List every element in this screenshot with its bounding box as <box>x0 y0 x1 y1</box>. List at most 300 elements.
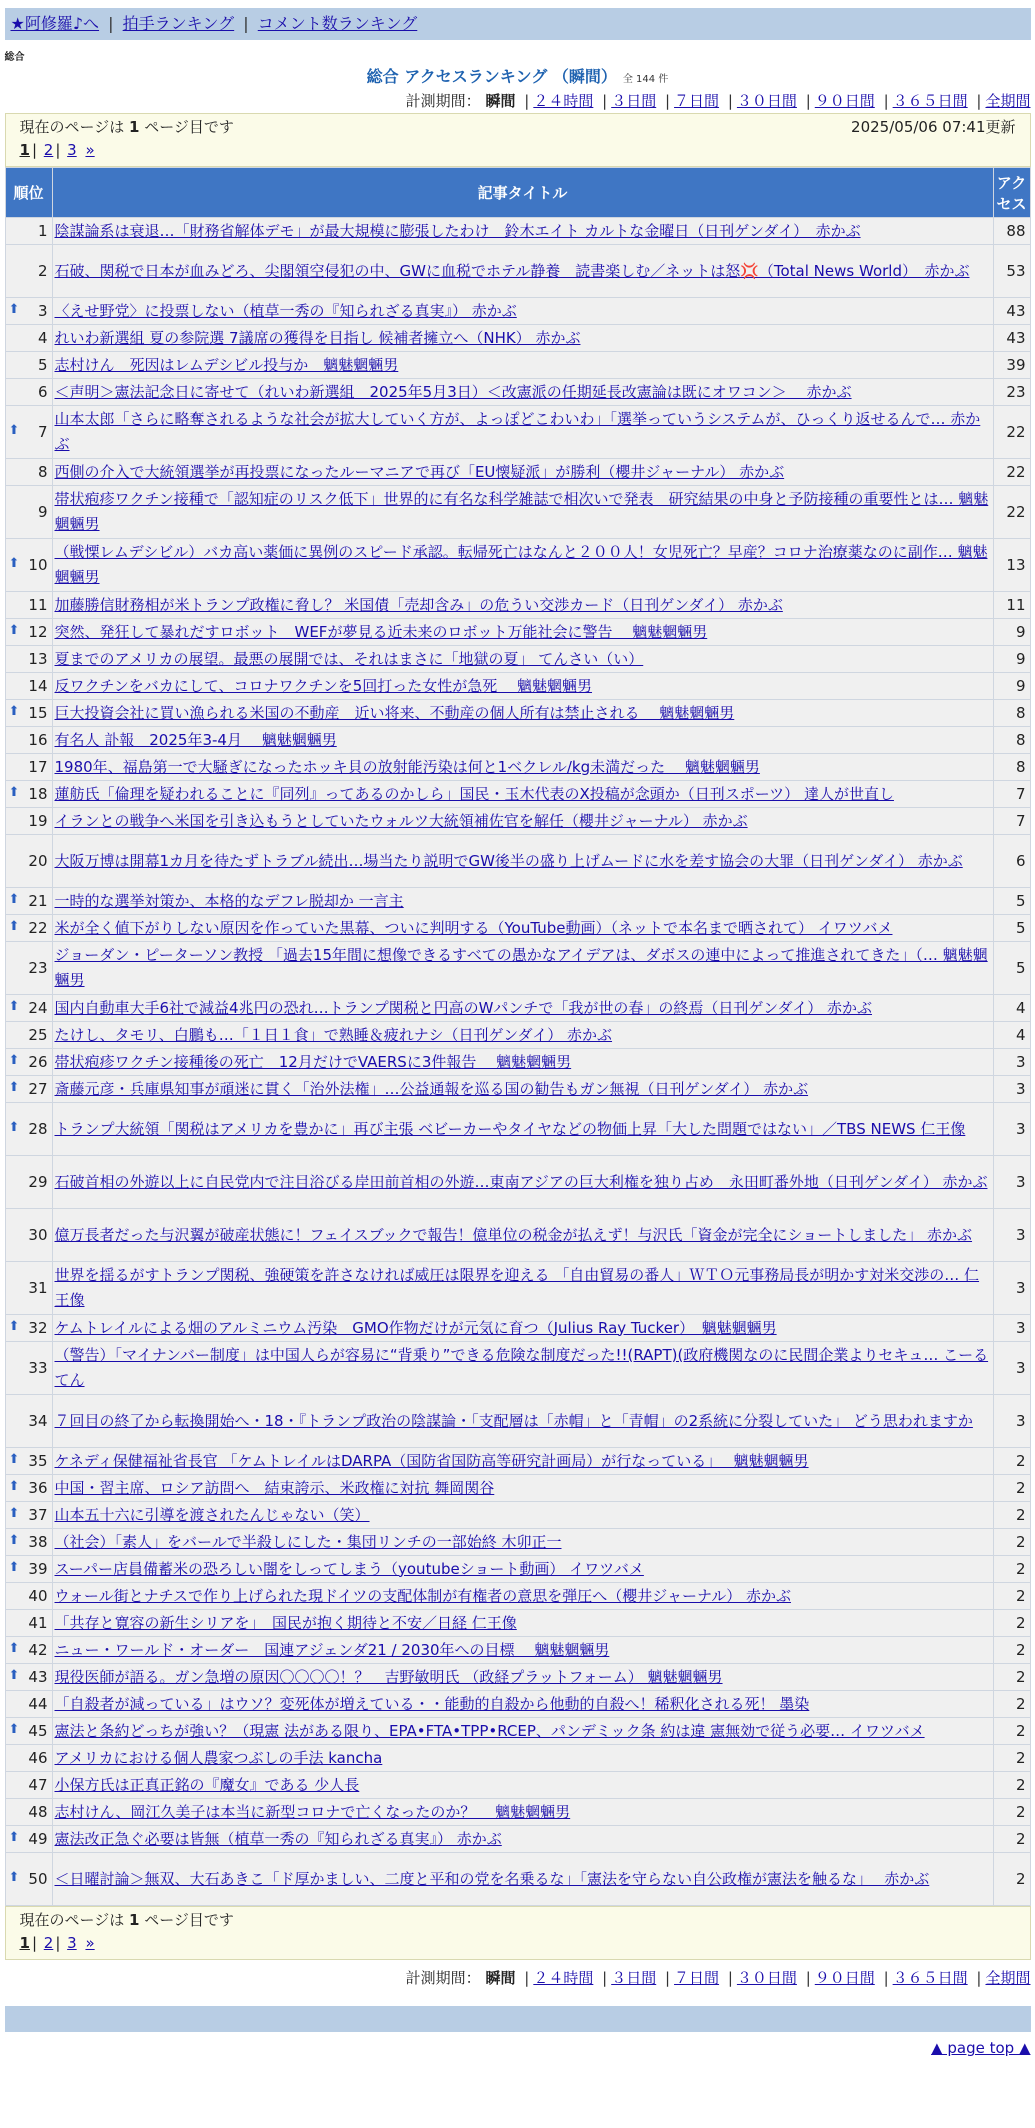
article-title-link[interactable]: スーパー店員備蓄米の恐ろしい闇をしってしまう（youtubeショート動画） イワツバメ <box>54 1559 644 1578</box>
nav-link-comment-ranking[interactable]: コメント数ランキング <box>257 14 418 33</box>
rank-number: 16 <box>28 731 48 749</box>
rank-cell <box>5 1718 52 1745</box>
rank-cell <box>5 1610 52 1637</box>
article-title-link[interactable]: 石破首相の外遊以上に自民党内で注目浴びる岸田前首相の外遊…東南アジアの巨大利権を独り占め 永田町番外地（日刊ゲンダイ） 赤かぶ <box>54 1172 988 1191</box>
title-cell <box>52 835 993 888</box>
rank-cell <box>5 1772 52 1799</box>
period-link-30d[interactable]: ３０日間 <box>736 92 797 110</box>
pager-top: 現在のページは 1 ページ目です 2025/05/06 07:41更新 1 | 2 | 3 » <box>5 113 1031 167</box>
title-cell <box>52 1799 993 1826</box>
rank-number: 36 <box>28 1479 48 1497</box>
rank-cell <box>5 1103 52 1156</box>
rank-number: 3 <box>37 302 48 320</box>
article-title-link[interactable]: （警告）「マイナンバー制度」は中国人らが容易に“背乗り”できる危険な制度だった!!(RAPT)(政府機関なのに民間企業よりセキュ… こーるてん <box>54 1346 989 1389</box>
table-row <box>5 325 1030 352</box>
rank-up-arrow-icon: ⬆ <box>8 1668 20 1683</box>
rank-cell <box>5 1156 52 1209</box>
title-cell <box>52 1209 993 1262</box>
rank-number: 28 <box>28 1120 48 1138</box>
rank-number: 41 <box>28 1614 48 1632</box>
article-title-link[interactable]: ジョーダン・ピーターソン教授 「過去15年間に想像できるすべての愚かなアイデアは、ダボスの連中によって推進されてきた」（… 魑魅魍魎男 <box>54 946 988 989</box>
rank-cell <box>5 1262 52 1315</box>
title-cell <box>52 781 993 808</box>
rank-cell <box>5 808 52 835</box>
article-title-link[interactable]: 1980年、福島第一で大騒ぎになったホッキ貝の放射能汚染は何と1ベクレル/kg未満だった 魑魅魍魎男 <box>54 757 760 776</box>
title-cell <box>52 1637 993 1664</box>
rank-number: 50 <box>28 1870 48 1888</box>
article-title-link[interactable]: ＜声明＞憲法記念日に寄せて（れいわ新選組 2025年5月3日）＜改憲派の任期延長改憲論は既にオワコン＞ 赤かぶ <box>54 382 852 401</box>
article-title-link[interactable]: 志村けん 死因はレムデシビル投与か 魑魅魍魎男 <box>54 355 399 374</box>
page-top-area <box>5 2036 1031 2060</box>
title-cell <box>52 619 993 646</box>
access-count: 9 <box>993 619 1030 646</box>
rank-number: 15 <box>28 704 48 722</box>
table-row <box>5 1529 1030 1556</box>
ranking-table <box>5 167 1031 1906</box>
rank-up-arrow-icon: ⬆ <box>8 1479 20 1494</box>
page-link-2[interactable]: 2 <box>43 141 54 159</box>
table-row <box>5 1103 1030 1156</box>
rank-up-arrow-icon: ⬆ <box>8 423 20 438</box>
period-link-24h[interactable]: ２４時間 <box>533 92 594 110</box>
title-cell <box>52 942 993 995</box>
rank-number: 44 <box>28 1695 48 1713</box>
period-label: 計測期間： <box>405 1969 481 1987</box>
rank-number: 48 <box>28 1803 48 1821</box>
access-count: 2 <box>993 1799 1030 1826</box>
title-cell <box>52 1103 993 1156</box>
access-count: 6 <box>993 835 1030 888</box>
title-cell <box>52 325 993 352</box>
rank-number: 20 <box>28 852 48 870</box>
table-row <box>5 1262 1030 1315</box>
rank-number: 33 <box>28 1359 48 1377</box>
rank-cell <box>5 1826 52 1853</box>
access-count: 4 <box>993 995 1030 1022</box>
article-title-link[interactable]: 世界を揺るがすトランプ関税、強硬策を許さなければ威圧は限界を迎える 「自由貿易の番人」ＷＴＯ元事務局長が明かす対米交渉の… 仁王像 <box>54 1266 980 1309</box>
title-cell <box>52 486 993 539</box>
page-link-3[interactable]: 3 <box>67 1934 77 1952</box>
article-title-link[interactable]: ＜日曜討論＞無双、大石あきこ「ド厚かましい、二度と平和の党を名乗るな」「憲法を守らない自公政権が憲法を触るな」 赤かぶ <box>54 1869 930 1888</box>
access-count: 2 <box>993 1475 1030 1502</box>
article-title-link[interactable]: 斎藤元彦・兵庫県知事が頑迷に貫く「治外法権」…公益通報を巡る国の勧告もガン無視（日刊ゲンダイ） 赤かぶ <box>54 1079 809 1098</box>
rank-number: 9 <box>37 503 48 521</box>
article-title-link[interactable]: ケムトレイルによる畑のアルミニウム汚染 GMO作物だけが元気に育つ（Julius Ray Tucker） 魑魅魍魎男 <box>54 1318 777 1337</box>
period-link-90d[interactable]: ９０日間 <box>814 1969 875 1987</box>
page-next-link[interactable]: » <box>85 1934 95 1952</box>
article-title-link[interactable]: 憲法と条約どっちが強い？（現憲 法がある限り、EPA•FTA•TPP•RCEP、パンデミック条 約は違 憲無効で従う必要… イワツバメ <box>54 1721 925 1740</box>
article-title-link[interactable]: ７回目の終了から転換開始へ・18・『トランプ政治の陰謀論・「支配層は「赤帽」と「青帽」の2系統に分裂していた」 どう思われますか <box>54 1411 973 1430</box>
nav-link-applause-ranking[interactable]: 拍手ランキング <box>122 14 235 33</box>
access-count: 43 <box>993 298 1030 325</box>
rank-number: 23 <box>28 959 48 977</box>
page-top-link[interactable]: ▲ page top ▲ <box>931 2039 1031 2057</box>
rank-cell <box>5 1664 52 1691</box>
table-row <box>5 1448 1030 1475</box>
article-title-link[interactable]: 〈えせ野党〉に投票しない（植草一秀の『知られざる真実』） 赤かぶ <box>54 301 517 320</box>
article-title-link[interactable]: ウォール街とナチスで作り上げられた現ドイツの支配体制が有権者の意思を弾圧へ（櫻井ジャーナル） 赤かぶ <box>54 1586 791 1605</box>
table-row <box>5 1315 1030 1342</box>
period-link-90d[interactable]: ９０日間 <box>814 92 875 110</box>
access-count: 2 <box>993 1664 1030 1691</box>
table-row <box>5 298 1030 325</box>
table-row <box>5 1691 1030 1718</box>
access-count: 53 <box>993 245 1030 298</box>
title-cell <box>52 915 993 942</box>
category-label: 総合 <box>4 52 25 63</box>
article-title-link[interactable]: 山本太郎「さらに略奪されるような社会が拡大していく方が、よっぽどこわいわ」「選挙っていうシステムが、ひっくり返せるんで… 赤かぶ <box>54 410 981 453</box>
table-row <box>5 1342 1030 1395</box>
table-row <box>5 1664 1030 1691</box>
rank-number: 21 <box>28 892 48 910</box>
rank-up-arrow-icon: ⬆ <box>8 1080 20 1095</box>
access-count: 2 <box>993 1502 1030 1529</box>
rank-number: 31 <box>28 1279 48 1297</box>
article-title-link[interactable]: ニュー・ワールド・オーダー 国連アジェンダ21 / 2030年への目標 魑魅魍魎男 <box>54 1640 610 1659</box>
article-title-link[interactable]: 憲法改正急ぐ必要は皆無（植草一秀の『知られざる真実』） 赤かぶ <box>54 1829 502 1848</box>
updated-timestamp: 2025/05/06 07:41更新 <box>851 118 1016 136</box>
article-title-link[interactable]: アメリカにおける個人農家つぶしの手法 kancha <box>54 1748 383 1767</box>
rank-cell <box>5 1475 52 1502</box>
period-link-30d[interactable]: ３０日間 <box>736 1969 797 1987</box>
period-selector-bottom: 計測期間： 瞬間 | ２４時間 | ３日間 | ７日間 | ３０日間 | ９０日間 | ３６５日間 | 全期間 <box>405 1969 1031 1987</box>
rank-number: 26 <box>28 1053 48 1071</box>
article-title-link[interactable]: 蓮舫氏「倫理を疑われることに『同列』ってあるのかしら」国民・玉木代表のX投稿が念頭か（日刊スポーツ） 達人が世直し <box>54 784 894 803</box>
period-link-3d[interactable]: ３日間 <box>611 1969 657 1987</box>
access-count: 8 <box>993 727 1030 754</box>
page-title <box>5 65 1031 89</box>
rank-cell <box>5 673 52 700</box>
article-title-link[interactable]: 帯状疱疹ワクチン接種で「認知症のリスク低下」世界的に有名な科学雑誌で相次いで発表 研究結果の中身と予防接種の重要性とは… 魑魅魍魎男 <box>54 490 989 533</box>
rank-cell <box>5 888 52 915</box>
access-count: 4 <box>993 1022 1030 1049</box>
access-count: 2 <box>993 1448 1030 1475</box>
table-row <box>5 1209 1030 1262</box>
page-link-2[interactable]: 2 <box>43 1934 54 1952</box>
rank-number: 38 <box>28 1533 48 1551</box>
table-row <box>5 1475 1030 1502</box>
article-title-link[interactable]: 一時的な選挙対策か、本格的なデフレ脱却か 一言主 <box>54 891 404 910</box>
article-title-link[interactable]: 志村けん、岡江久美子は本当に新型コロナで亡くなったのか？ 魑魅魍魎男 <box>54 1802 571 1821</box>
article-title-link[interactable]: たけし、タモリ、白鵬も…「１日１食」で熟睡＆疲れナシ（日刊ゲンダイ） 赤かぶ <box>54 1025 613 1044</box>
access-count: 22 <box>993 486 1030 539</box>
title-cell <box>52 727 993 754</box>
article-title-link[interactable]: 「共存と寛容の新生シリアを」 国民が抱く期待と不安／日経 仁王像 <box>54 1613 517 1632</box>
access-count: 3 <box>993 1103 1030 1156</box>
rank-number: 35 <box>28 1452 48 1470</box>
footer-bar <box>5 2006 1031 2032</box>
article-title-link[interactable]: ケネディ保健福祉省長官 「ケムトレイルはDARPA（国防省国防高等研究計画局）が行なっている」 魑魅魍魎男 <box>54 1451 809 1470</box>
title-cell <box>52 406 993 459</box>
rank-cell <box>5 245 52 298</box>
period-current: 瞬間 <box>485 1969 516 1987</box>
access-count: 3 <box>993 1156 1030 1209</box>
table-row <box>5 218 1030 245</box>
table-row <box>5 406 1030 459</box>
rank-up-arrow-icon: ⬆ <box>8 704 20 719</box>
title-cell <box>52 1475 993 1502</box>
rank-cell <box>5 1342 52 1395</box>
nav-link-asyura[interactable]: ★阿修羅♪へ <box>10 14 100 33</box>
access-count: 5 <box>993 915 1030 942</box>
period-label: 計測期間： <box>405 92 481 110</box>
rank-cell <box>5 1448 52 1475</box>
title-cell <box>52 1502 993 1529</box>
access-count: 2 <box>993 1556 1030 1583</box>
article-title-link[interactable]: 国内自動車大手6社で減益4兆円の恐れ…トランプ関税と円高のWパンチで「我が世の春」の終焉（日刊ゲンダイ） 赤かぶ <box>54 998 872 1017</box>
access-count: 2 <box>993 1691 1030 1718</box>
ranking-title: 総合 アクセスランキング （瞬間） <box>366 67 617 86</box>
table-row <box>5 592 1030 619</box>
article-title-link[interactable]: 「自殺者が減っている」はウソ？変死体が増えている・・能動的自殺から他動的自殺へ！稀釈化される死！ 墨染 <box>54 1694 810 1713</box>
article-title-link[interactable]: 反ワクチンをバカにして、コロナワクチンを5回打った女性が急死 魑魅魍魎男 <box>54 676 593 695</box>
rank-up-arrow-icon: ⬆ <box>8 1506 20 1521</box>
top-nav-bar <box>5 8 1031 40</box>
period-link-365d[interactable]: ３６５日間 <box>892 1969 968 1987</box>
rank-number: 40 <box>28 1587 48 1605</box>
title-cell <box>52 1156 993 1209</box>
table-row <box>5 379 1030 406</box>
table-row <box>5 808 1030 835</box>
rank-number: 13 <box>28 650 48 668</box>
article-title-link[interactable]: 夏までのアメリカの展望。最悪の展開では、それはまさに「地獄の夏」 てんさい（い） <box>54 649 644 668</box>
period-link-7d[interactable]: ７日間 <box>674 1969 720 1987</box>
title-cell <box>52 1556 993 1583</box>
rank-number: 11 <box>28 596 48 614</box>
rank-number: 47 <box>28 1776 48 1794</box>
access-count: 8 <box>993 754 1030 781</box>
access-count: 3 <box>993 1315 1030 1342</box>
rank-number: 2 <box>37 262 48 280</box>
period-link-7d[interactable]: ７日間 <box>674 92 720 110</box>
rank-number: 10 <box>28 556 48 574</box>
table-row <box>5 1395 1030 1448</box>
article-title-link[interactable]: トランプ大統領「関税はアメリカを豊かに」再び主張 ベビーカーやタイヤなどの物価上昇「大した問題ではない」／TBS NEWS 仁王像 <box>54 1119 966 1138</box>
access-count: 22 <box>993 459 1030 486</box>
article-title-link[interactable]: 中国・習主席、ロシア訪問へ 結束誇示、米政権に対抗 舞岡関谷 <box>54 1478 495 1497</box>
total-count: 全 144 件 <box>622 74 669 85</box>
rank-cell <box>5 1076 52 1103</box>
rank-number: 6 <box>37 383 48 401</box>
table-row <box>5 486 1030 539</box>
rank-up-arrow-icon: ⬆ <box>8 1120 20 1135</box>
article-title-link[interactable]: イランとの戦争へ米国を引き込もうとしていたウォルツ大統領補佐官を解任（櫻井ジャーナル） 赤かぶ <box>54 811 748 830</box>
title-cell <box>52 808 993 835</box>
rank-cell <box>5 754 52 781</box>
access-count: 2 <box>993 1718 1030 1745</box>
rank-cell <box>5 1556 52 1583</box>
table-row <box>5 619 1030 646</box>
rank-number: 5 <box>37 356 48 374</box>
article-title-link[interactable]: 加藤勝信財務相が米トランプ政権に脅し？ 米国債「売却含み」の危うい交渉カード（日刊ゲンダイ） 赤かぶ <box>54 595 783 614</box>
access-count: 2 <box>993 1637 1030 1664</box>
title-cell <box>52 1826 993 1853</box>
rank-up-arrow-icon: ⬆ <box>8 919 20 934</box>
access-count: 22 <box>993 406 1030 459</box>
article-title-link[interactable]: 西側の介入で大統領選挙が再投票になったルーマニアで再び「EU懐疑派」が勝利（櫻井ジャーナル） 赤かぶ <box>54 462 785 481</box>
table-row <box>5 673 1030 700</box>
access-count: 9 <box>993 646 1030 673</box>
access-count: 2 <box>993 1610 1030 1637</box>
title-cell <box>52 888 993 915</box>
title-cell <box>52 352 993 379</box>
rank-cell <box>5 352 52 379</box>
title-cell <box>52 459 993 486</box>
rank-up-arrow-icon: ⬆ <box>8 892 20 907</box>
article-title-link[interactable]: 陰謀論系は衰退…「財務省解体デモ」が最大規模に膨張したわけ 鈴木エイト カルトな金曜日（日刊ゲンダイ） 赤かぶ <box>54 221 861 240</box>
rank-cell <box>5 1209 52 1262</box>
rank-cell <box>5 1691 52 1718</box>
period-current: 瞬間 <box>485 92 516 110</box>
page-link-3[interactable]: 3 <box>67 141 77 159</box>
rank-cell <box>5 539 52 592</box>
table-row <box>5 727 1030 754</box>
table-row <box>5 1610 1030 1637</box>
article-title-link[interactable]: れいわ新選組 夏の参院選 7議席の獲得を目指し 候補者擁立へ（NHK） 赤かぶ <box>54 328 581 347</box>
access-count: 9 <box>993 673 1030 700</box>
title-cell <box>52 1049 993 1076</box>
rank-number: 34 <box>28 1412 48 1430</box>
table-row <box>5 539 1030 592</box>
article-title-link[interactable]: 有名人 訃報 2025年3-4月 魑魅魍魎男 <box>54 730 337 749</box>
title-cell <box>52 1745 993 1772</box>
article-title-link[interactable]: 米が全く値下がりしない原因を作っていた黒幕、ついに判明する（YouTube動画）（ネットで本名まで晒されて） イワツバメ <box>54 918 893 937</box>
ranking-body <box>5 218 1030 1906</box>
rank-cell <box>5 1637 52 1664</box>
header-title: 記事タイトル <box>52 168 993 218</box>
current-page-text: 現在のページは 1 ページ目です <box>19 1911 234 1929</box>
access-count: 8 <box>993 700 1030 727</box>
rank-number: 49 <box>28 1830 48 1848</box>
table-row <box>5 942 1030 995</box>
page-next-link[interactable]: » <box>85 141 95 159</box>
rank-cell <box>5 325 52 352</box>
title-cell <box>52 700 993 727</box>
rank-cell <box>5 1529 52 1556</box>
title-cell <box>52 1342 993 1395</box>
table-row <box>5 1556 1030 1583</box>
table-row <box>5 1076 1030 1103</box>
article-title-link[interactable]: 突然、発狂して暴れだすロボット WEFが夢見る近未来のロボット万能社会に警告 魑魅魍魎男 <box>54 622 708 641</box>
rank-cell <box>5 619 52 646</box>
article-title-link[interactable]: 大阪万博は開幕1カ月を待たずトラブル続出…場当たり説明でGW後半の盛り上げムードに水を差す協会の大罪（日刊ゲンダイ） 赤かぶ <box>54 851 963 870</box>
title-cell <box>52 1529 993 1556</box>
rank-number: 42 <box>28 1641 48 1659</box>
title-cell <box>52 1395 993 1448</box>
access-count: 11 <box>993 592 1030 619</box>
period-link-24h[interactable]: ２４時間 <box>533 1969 594 1987</box>
rank-cell <box>5 915 52 942</box>
access-count: 3 <box>993 1209 1030 1262</box>
rank-number: 24 <box>28 999 48 1017</box>
table-row <box>5 1772 1030 1799</box>
access-count: 3 <box>993 1395 1030 1448</box>
rank-up-arrow-icon: ⬆ <box>8 999 20 1014</box>
access-count: 43 <box>993 325 1030 352</box>
table-row <box>5 1853 1030 1906</box>
table-row <box>5 754 1030 781</box>
article-title-link[interactable]: （戦慄レムデシビル）バカ高い薬価に異例のスピード承認。転帰死亡はなんと２００人！女児死亡？早産？コロナ治療薬なのに副作… 魑魅魍魎男 <box>54 543 988 586</box>
table-row <box>5 1502 1030 1529</box>
rank-cell <box>5 1745 52 1772</box>
rank-number: 7 <box>37 423 48 441</box>
title-cell <box>52 646 993 673</box>
title-cell <box>52 995 993 1022</box>
table-row <box>5 459 1030 486</box>
table-row <box>5 1799 1030 1826</box>
title-cell <box>52 1583 993 1610</box>
article-title-link[interactable]: 現役医師が語る。ガン急増の原因〇〇〇〇！？ 吉野敏明氏 （政経プラットフォーム） 魑魅魍魎男 <box>54 1667 723 1686</box>
title-cell <box>52 1076 993 1103</box>
access-count: 5 <box>993 888 1030 915</box>
rank-cell <box>5 1315 52 1342</box>
rank-cell <box>5 781 52 808</box>
rank-up-arrow-icon: ⬆ <box>8 623 20 638</box>
article-title-link[interactable]: （社会）「素人」をバールで半殺しにした・集団リンチの一部始終 木卯正一 <box>54 1532 562 1551</box>
rank-cell <box>5 1583 52 1610</box>
article-title-link[interactable]: 億万長者だった与沢翼が破産状態に！フェイスブックで報告！億単位の税金が払えず！与沢氏「資金が完全にショートしました」 赤かぶ <box>54 1225 973 1244</box>
rank-number: 4 <box>37 329 48 347</box>
rank-number: 18 <box>28 785 48 803</box>
rank-cell <box>5 1502 52 1529</box>
period-link-all[interactable]: 全期間 <box>985 92 1031 110</box>
rank-number: 45 <box>28 1722 48 1740</box>
rank-cell <box>5 942 52 995</box>
access-count: 2 <box>993 1826 1030 1853</box>
period-link-3d[interactable]: ３日間 <box>611 92 657 110</box>
access-count: 3 <box>993 1076 1030 1103</box>
rank-number: 27 <box>28 1080 48 1098</box>
article-title-link[interactable]: 山本五十六に引導を渡されたんじゃない（笑） <box>54 1505 370 1524</box>
page-current: 1 <box>19 1934 30 1952</box>
access-count: 5 <box>993 942 1030 995</box>
article-title-link[interactable]: 石破、関税で日本が血みどろ、尖閣領空侵犯の中、GWに血税でホテル静養 読書楽しむ／ネットは怒💢（Total News World） 赤かぶ <box>54 261 970 280</box>
period-link-365d[interactable]: ３６５日間 <box>892 92 968 110</box>
table-row <box>5 245 1030 298</box>
period-link-all[interactable]: 全期間 <box>985 1969 1031 1987</box>
rank-number: 19 <box>28 812 48 830</box>
title-cell <box>52 245 993 298</box>
access-count: 2 <box>993 1772 1030 1799</box>
access-count: 7 <box>993 808 1030 835</box>
rank-up-arrow-icon: ⬆ <box>8 785 20 800</box>
article-title-link[interactable]: 巨大投資会社に買い漁られる米国の不動産 近い将来、不動産の個人所有は禁止される 魑魅魍魎男 <box>54 703 735 722</box>
table-row <box>5 835 1030 888</box>
title-cell <box>52 1772 993 1799</box>
rank-number: 12 <box>28 623 48 641</box>
table-row <box>5 1826 1030 1853</box>
rank-cell <box>5 298 52 325</box>
title-cell <box>52 592 993 619</box>
rank-up-arrow-icon: ⬆ <box>8 1830 20 1845</box>
access-count: 2 <box>993 1529 1030 1556</box>
period-selector: 計測期間： 瞬間 | ２４時間 | ３日間 | ７日間 | ３０日間 | ９０日間 | ３６５日間 | 全期間 <box>405 92 1031 110</box>
title-cell <box>52 539 993 592</box>
rank-cell <box>5 1049 52 1076</box>
article-title-link[interactable]: 帯状疱疹ワクチン接種後の死亡 12月だけでVAERSに3件報告 魑魅魍魎男 <box>54 1052 572 1071</box>
table-row <box>5 1156 1030 1209</box>
access-count: 39 <box>993 352 1030 379</box>
rank-number: 39 <box>28 1560 48 1578</box>
rank-up-arrow-icon: ⬆ <box>8 1641 20 1656</box>
title-cell <box>52 1691 993 1718</box>
article-title-link[interactable]: 小保方氏は正真正銘の『魔女』である 少人長 <box>54 1775 360 1794</box>
rank-number: 30 <box>28 1226 48 1244</box>
table-row <box>5 888 1030 915</box>
rank-up-arrow-icon: ⬆ <box>8 1319 20 1334</box>
rank-cell <box>5 995 52 1022</box>
rank-up-arrow-icon: ⬆ <box>8 1722 20 1737</box>
